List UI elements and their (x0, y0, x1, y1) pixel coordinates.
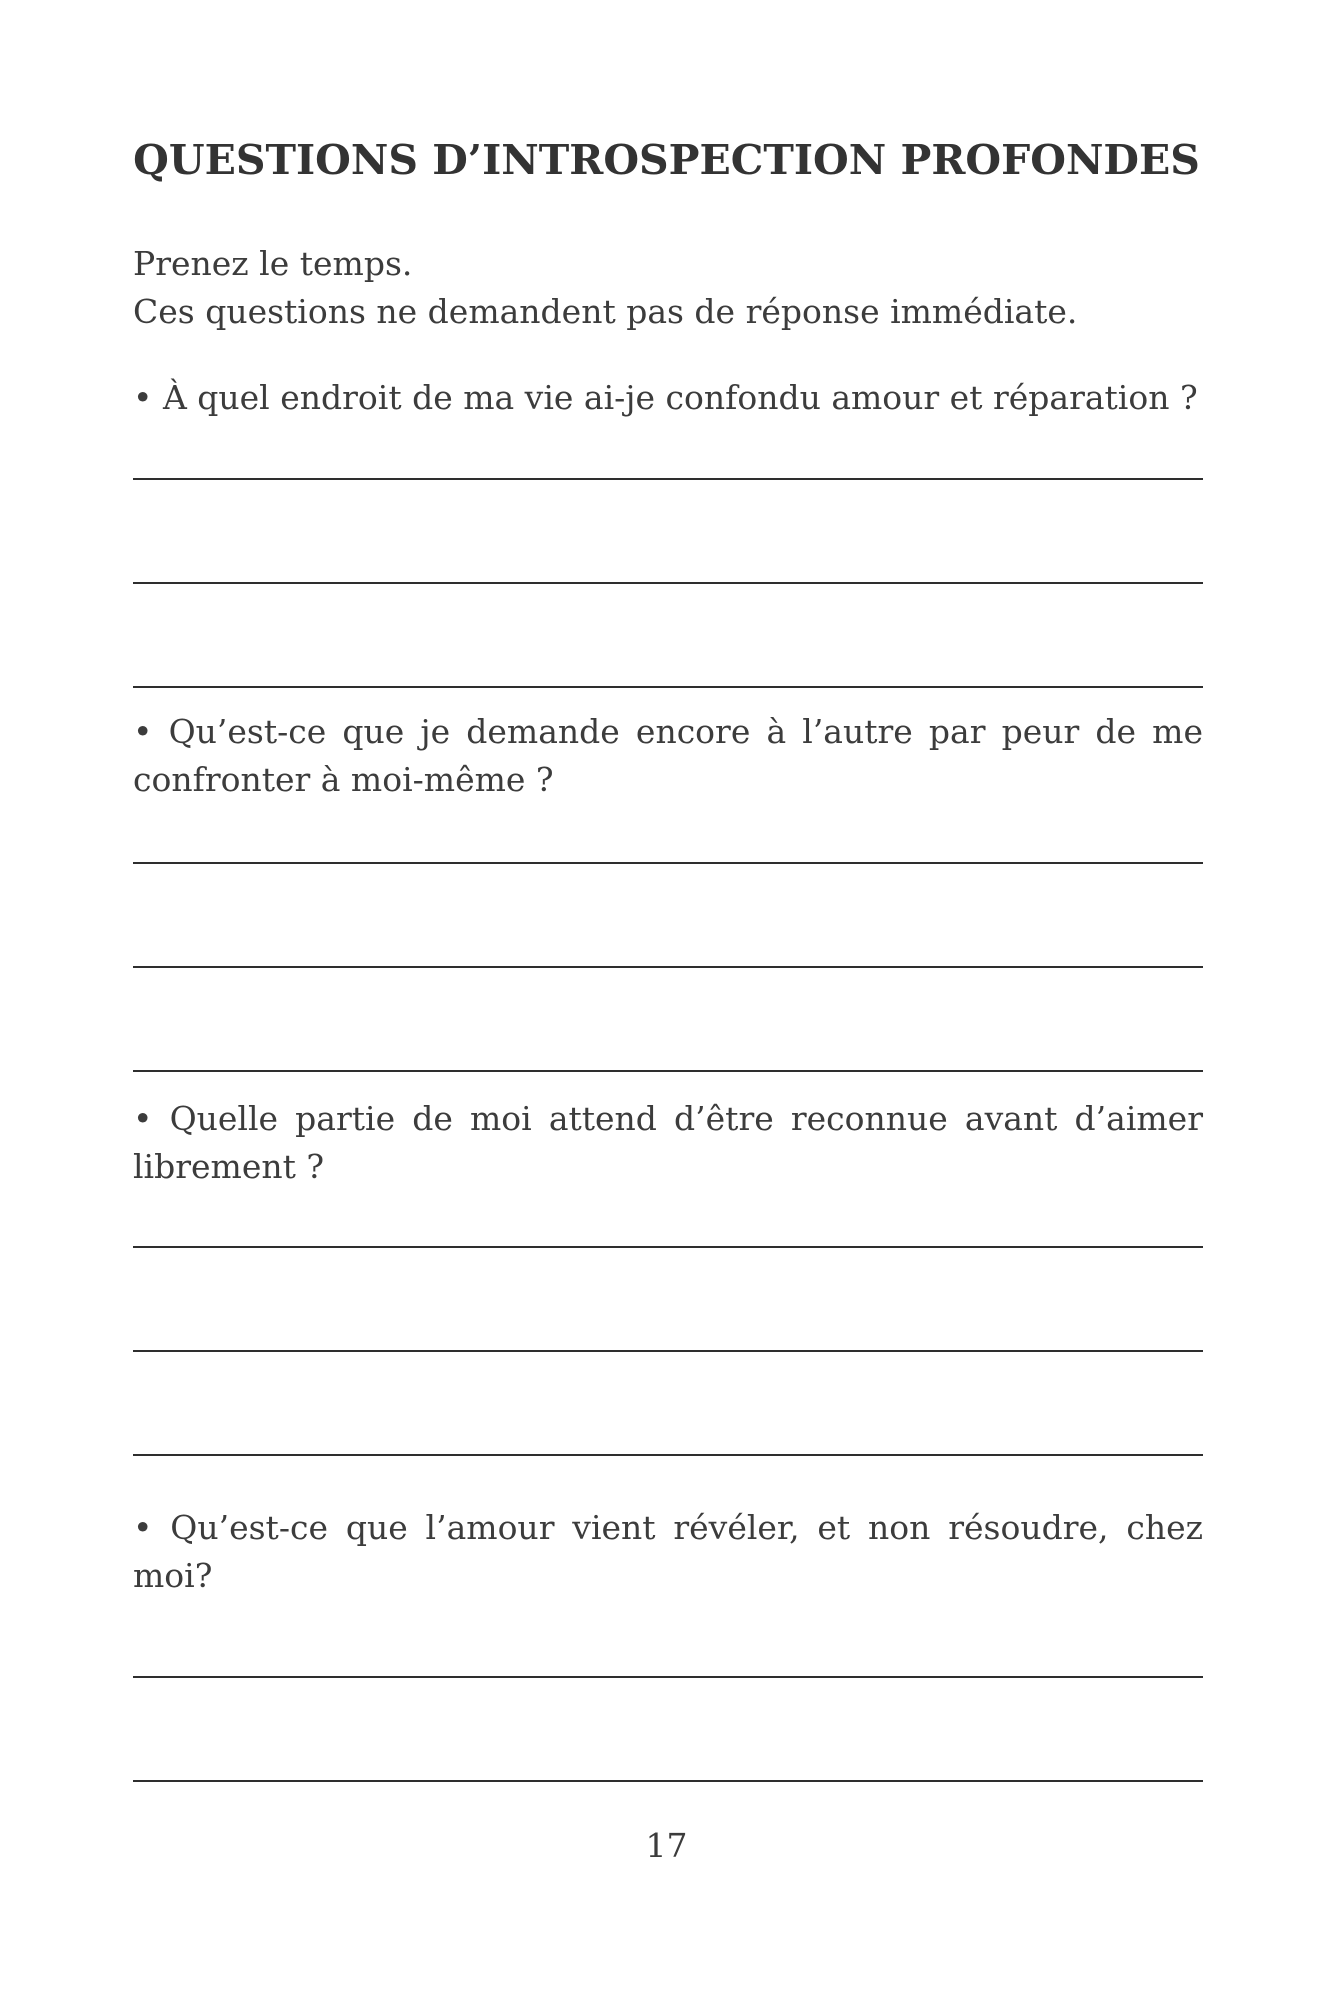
question-1: • À quel endroit de ma vie ai-je confondu amour et réparation ? (133, 378, 1198, 417)
answer-line[interactable] (133, 1350, 1203, 1352)
answer-line[interactable] (133, 686, 1203, 688)
answer-line[interactable] (133, 862, 1203, 864)
page-number: 17 (645, 1826, 688, 1865)
question-2: • Qu’est-ce que je demande encore à l’autre par peur de me confronter à moi-même ? (133, 712, 1203, 799)
answer-line[interactable] (133, 1454, 1203, 1456)
answer-line[interactable] (133, 1676, 1203, 1678)
answer-line[interactable] (133, 582, 1203, 584)
answer-line[interactable] (133, 478, 1203, 480)
answer-line[interactable] (133, 966, 1203, 968)
page-title: QUESTIONS D’INTROSPECTION PROFONDES (133, 136, 1200, 184)
intro-line-1: Prenez le temps. (133, 244, 413, 283)
question-3: • Quelle partie de moi attend d’être reconnue avant d’aimer librement ? (133, 1099, 1203, 1186)
answer-line[interactable] (133, 1780, 1203, 1782)
intro-line-2: Ces questions ne demandent pas de réponse immédiate. (133, 292, 1078, 331)
answer-line[interactable] (133, 1070, 1203, 1072)
answer-line[interactable] (133, 1246, 1203, 1248)
question-4: • Qu’est-ce que l’amour vient révéler, et non résoudre, chez moi? (133, 1508, 1203, 1595)
